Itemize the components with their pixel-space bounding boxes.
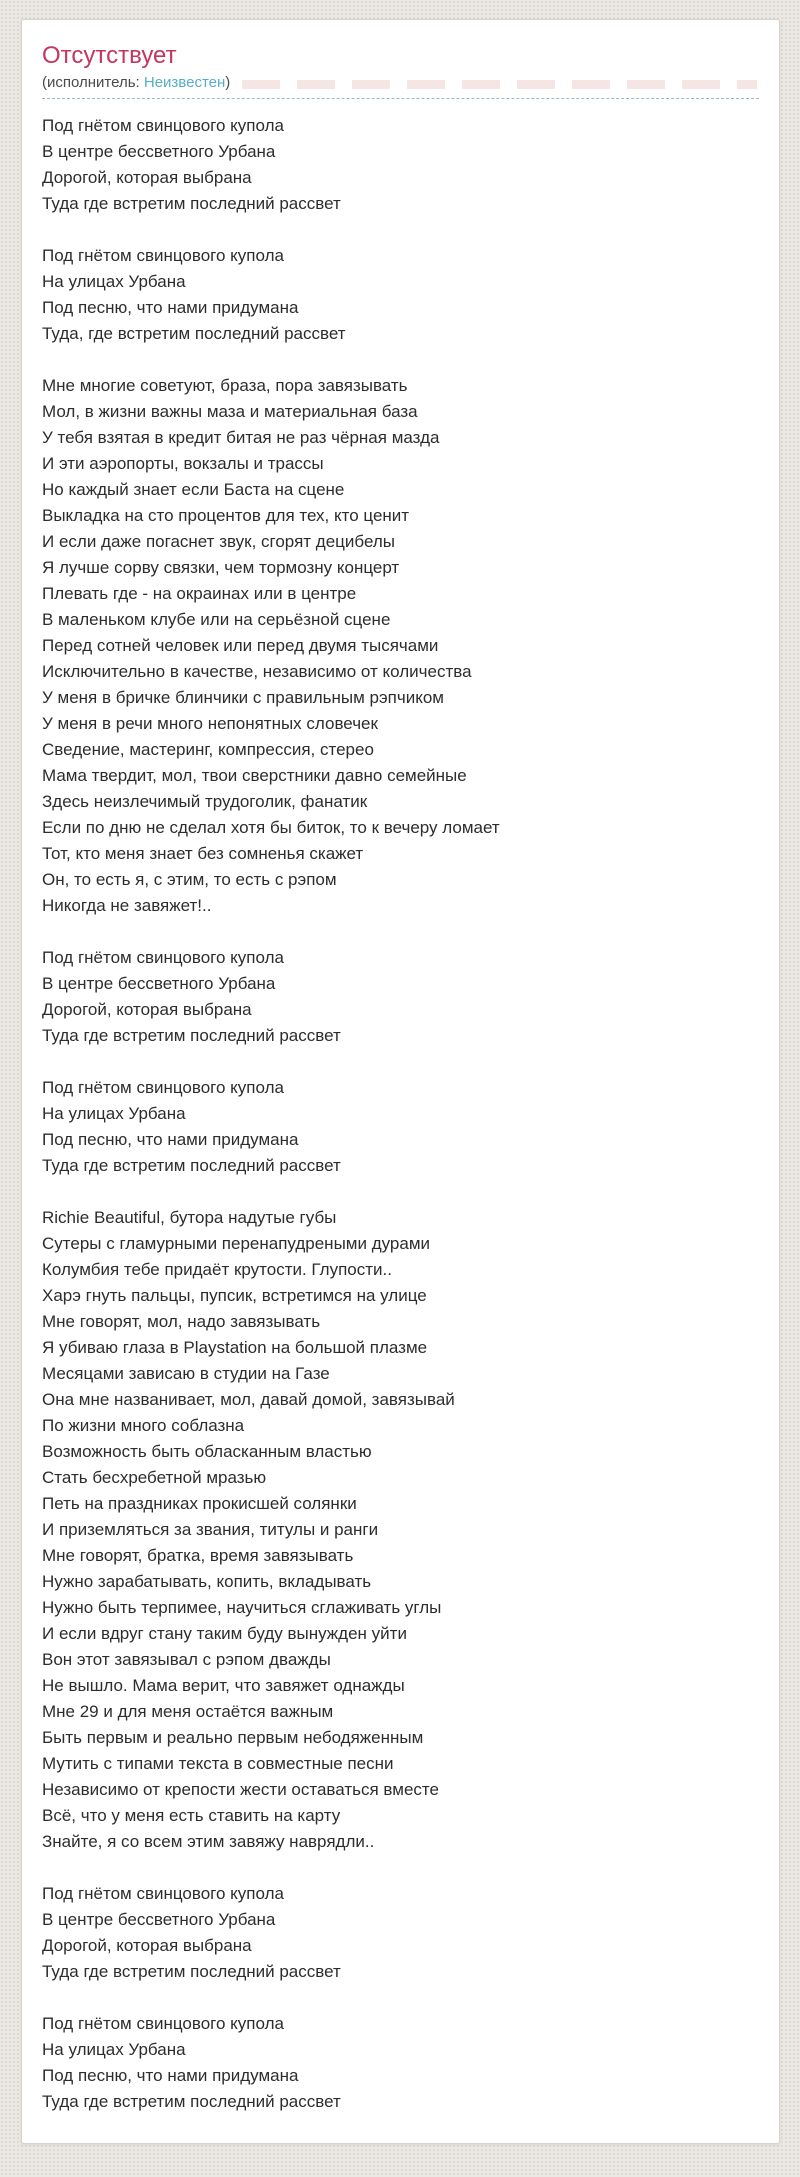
lyric-line: Дорогой, которая выбрана xyxy=(42,1936,252,1955)
lyric-line: И если вдруг стану таким буду вынужден уйти xyxy=(42,1624,407,1643)
lyric-line: Richie Beautiful, бутора надутые губы xyxy=(42,1208,337,1227)
lyric-line: У меня в речи много непонятных словечек xyxy=(42,714,378,733)
lyric-line: По жизни много соблазна xyxy=(42,1416,245,1435)
stanza xyxy=(42,1075,759,1179)
lyric-line: Мне говорят, братка, время завязывать xyxy=(42,1546,354,1565)
lyric-line: Перед сотней человек или перед двумя тысячами xyxy=(42,636,439,655)
lyric-line: Под гнётом свинцового купола xyxy=(42,1078,284,1097)
dashed-separator xyxy=(42,98,759,99)
lyric-line: Вон этот завязывал с рэпом дважды xyxy=(42,1650,331,1669)
lyric-line: Плевать где - на окраинах или в центре xyxy=(42,584,357,603)
lyric-line: Под песню, что нами придумана xyxy=(42,2066,299,2085)
lyric-line: Мне 29 и для меня остаётся важным xyxy=(42,1702,334,1721)
lyric-line: У меня в бричке блинчики с правильным рэпчиком xyxy=(42,688,444,707)
lyric-line: Мама твердит, мол, твои сверстники давно семейные xyxy=(42,766,467,785)
page-title: Отсутствует xyxy=(42,42,177,69)
lyric-line: Под песню, что нами придумана xyxy=(42,298,299,317)
lyric-line: Мне говорят, мол, надо завязывать xyxy=(42,1312,321,1331)
artist-trail-decoration xyxy=(242,80,757,89)
lyric-line: На улицах Урбана xyxy=(42,2040,186,2059)
artist-line xyxy=(42,73,759,93)
artist-label-suffix: ) xyxy=(225,74,231,91)
lyric-line: Колумбия тебе придаёт крутости. Глупости.. xyxy=(42,1260,392,1279)
stanza xyxy=(42,113,759,217)
lyrics xyxy=(42,113,759,2115)
lyric-line: Знайте, я со всем этим завяжу наврядли.. xyxy=(42,1832,375,1851)
lyric-line: Независимо от крепости жести оставаться вместе xyxy=(42,1780,439,1799)
stanza xyxy=(42,1881,759,1985)
lyric-line: Дорогой, которая выбрана xyxy=(42,168,252,187)
lyric-line: В центре бессветного Урбана xyxy=(42,1910,276,1929)
lyric-line: Петь на праздниках прокисшей солянки xyxy=(42,1494,357,1513)
lyric-line: Но каждый знает если Баста на сцене xyxy=(42,480,345,499)
lyric-line: Не вышло. Мама верит, что завяжет однажды xyxy=(42,1676,405,1695)
lyric-line: Под гнётом свинцового купола xyxy=(42,1884,284,1903)
stanza xyxy=(42,243,759,347)
lyric-line: И приземляться за звания, титулы и ранги xyxy=(42,1520,379,1539)
stanza xyxy=(42,2011,759,2115)
lyric-line: Она мне названивает, мол, давай домой, завязывай xyxy=(42,1390,455,1409)
lyric-line: Я лучше сорву связки, чем тормозну концерт xyxy=(42,558,400,577)
lyric-line: Нужно быть терпимее, научиться сглаживать углы xyxy=(42,1598,442,1617)
lyric-line: Стать бесхребетной мразью xyxy=(42,1468,267,1487)
artist-link[interactable]: Неизвестен xyxy=(143,74,226,91)
lyric-line: Я убиваю глаза в Playstation на большой плазме xyxy=(42,1338,428,1357)
lyric-line: Здесь неизлечимый трудоголик, фанатик xyxy=(42,792,368,811)
lyric-line: Возможность быть обласканным властью xyxy=(42,1442,372,1461)
lyric-line: Дорогой, которая выбрана xyxy=(42,1000,252,1019)
lyric-line: В маленьком клубе или на серьёзной сцене xyxy=(42,610,391,629)
lyric-line: Под гнётом свинцового купола xyxy=(42,948,284,967)
lyric-line: Сведение, мастеринг, компрессия, стерео xyxy=(42,740,374,759)
lyric-line: Выкладка на сто процентов для тех, кто ценит xyxy=(42,506,410,525)
lyric-line: Быть первым и реально первым небодяженным xyxy=(42,1728,424,1747)
lyrics-card xyxy=(21,19,780,2144)
lyric-line: Под гнётом свинцового купола xyxy=(42,246,284,265)
lyric-line: Под гнётом свинцового купола xyxy=(42,116,284,135)
lyric-line: Мол, в жизни важны маза и материальная база xyxy=(42,402,418,421)
lyric-line: И если даже погаснет звук, сгорят децибелы xyxy=(42,532,395,551)
lyric-line: У тебя взятая в кредит битая не раз чёрная мазда xyxy=(42,428,440,447)
lyric-line: Если по дню не сделал хотя бы биток, то к вечеру ломает xyxy=(42,818,500,837)
stanza xyxy=(42,1205,759,1855)
lyric-line: Месяцами зависаю в студии на Газе xyxy=(42,1364,330,1383)
lyric-line: Исключительно в качестве, независимо от количества xyxy=(42,662,472,681)
lyric-line: Тот, кто меня знает без сомненья скажет xyxy=(42,844,364,863)
stanza xyxy=(42,945,759,1049)
lyric-line: Туда где встретим последний рассвет xyxy=(42,194,341,213)
lyric-line: Харэ гнуть пальцы, пупсик, встретимся на улице xyxy=(42,1286,427,1305)
lyric-line: Сутеры с гламурными перенапудреными дурами xyxy=(42,1234,431,1253)
lyric-line: Туда где встретим последний рассвет xyxy=(42,1962,341,1981)
lyric-line: Под песню, что нами придумана xyxy=(42,1130,299,1149)
lyric-line: И эти аэропорты, вокзалы и трассы xyxy=(42,454,324,473)
lyric-line: Нужно зарабатывать, копить, вкладывать xyxy=(42,1572,372,1591)
lyric-line: Туда где встретим последний рассвет xyxy=(42,1026,341,1045)
lyric-line: Туда где встретим последний рассвет xyxy=(42,2092,341,2111)
lyric-line: Он, то есть я, с этим, то есть с рэпом xyxy=(42,870,337,889)
lyric-line: Под гнётом свинцового купола xyxy=(42,2014,284,2033)
stanza xyxy=(42,373,759,919)
lyric-line: Туда, где встретим последний рассвет xyxy=(42,324,346,343)
artist-label-prefix: (исполнитель: xyxy=(42,74,144,91)
lyric-line: В центре бессветного Урбана xyxy=(42,974,276,993)
lyric-line: На улицах Урбана xyxy=(42,272,186,291)
lyric-line: Туда где встретим последний рассвет xyxy=(42,1156,341,1175)
lyric-line: Никогда не завяжет!.. xyxy=(42,896,212,915)
lyric-line: Мне многие советуют, браза, пора завязывать xyxy=(42,376,408,395)
lyric-line: Мутить с типами текста в совместные песни xyxy=(42,1754,394,1773)
lyric-line: На улицах Урбана xyxy=(42,1104,186,1123)
lyric-line: Всё, что у меня есть ставить на карту xyxy=(42,1806,341,1825)
lyric-line: В центре бессветного Урбана xyxy=(42,142,276,161)
page-background xyxy=(0,19,800,2177)
